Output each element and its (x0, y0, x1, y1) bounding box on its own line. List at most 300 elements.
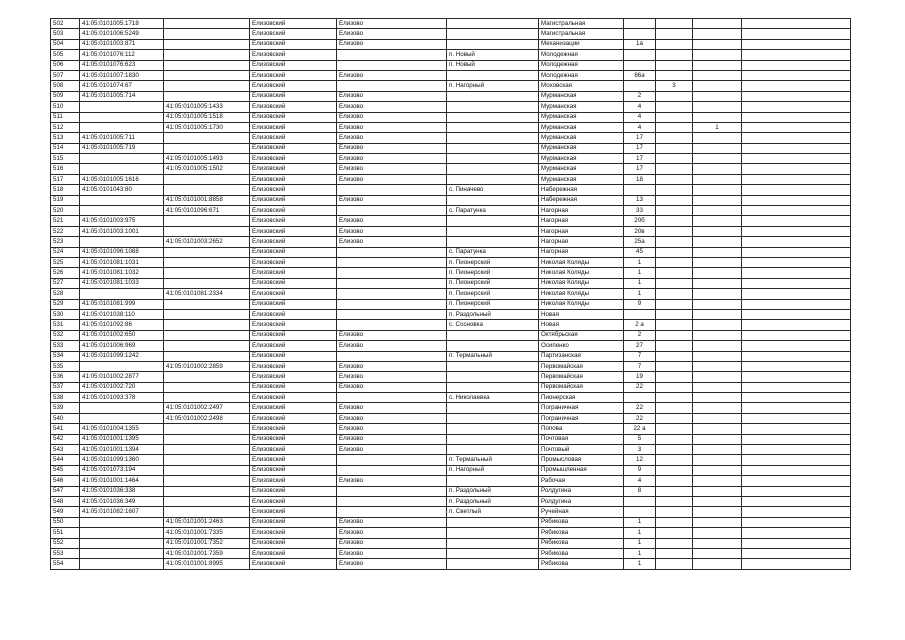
district-cell: Елизовский (250, 372, 337, 382)
street-cell: Николая Коляды (539, 299, 624, 309)
table-row (51, 50, 851, 60)
extra-1-cell (656, 122, 693, 132)
settlement-cell: п. Раздольный (447, 486, 539, 496)
extra-2-cell (693, 309, 742, 319)
extra-1-cell (656, 476, 693, 486)
district-cell: Елизовский (250, 133, 337, 143)
settlement-cell: п. Пионерский (447, 268, 539, 278)
extra-1-cell (656, 455, 693, 465)
house-number-cell: 17 (624, 133, 656, 143)
cadastral-number-alt-cell (164, 309, 250, 319)
district-cell: Елизовский (250, 185, 337, 195)
cadastral-number-cell (80, 361, 164, 371)
cadastral-number-cell: 41:05:0101082:1607 (80, 507, 164, 517)
house-number-cell (624, 19, 656, 29)
city-cell (337, 289, 447, 299)
cadastral-number-cell: 41:05:0101005:714 (80, 91, 164, 101)
cadastral-number-alt-cell (164, 39, 250, 49)
city-cell: Елизово (337, 133, 447, 143)
city-cell: Елизово (337, 517, 447, 527)
extra-2-cell (693, 341, 742, 351)
street-cell: Механизации (539, 39, 624, 49)
row-number-cell: 526 (51, 268, 80, 278)
house-number-cell: 9 (624, 465, 656, 475)
cadastral-number-alt-cell (164, 50, 250, 60)
district-cell: Елизовский (250, 39, 337, 49)
blank-cell (742, 174, 851, 184)
extra-1-cell (656, 19, 693, 29)
district-cell: Елизовский (250, 299, 337, 309)
cadastral-number-alt-cell (164, 185, 250, 195)
district-cell: Елизовский (250, 330, 337, 340)
district-cell: Елизовский (250, 154, 337, 164)
house-number-cell (624, 507, 656, 517)
cadastral-number-alt-cell: 41:05:0101005:1518 (164, 112, 250, 122)
extra-1-cell (656, 247, 693, 257)
extra-2-cell (693, 268, 742, 278)
cadastral-number-alt-cell (164, 393, 250, 403)
district-cell: Елизовский (250, 91, 337, 101)
settlement-cell: с. Паратунка (447, 247, 539, 257)
cadastral-number-cell: 41:05:0101038:110 (80, 309, 164, 319)
extra-2-cell (693, 382, 742, 392)
settlement-cell (447, 372, 539, 382)
settlement-cell (447, 91, 539, 101)
district-cell: Елизовский (250, 496, 337, 506)
cadastral-number-alt-cell (164, 257, 250, 267)
cadastral-number-alt-cell: 41:05:0101003:2652 (164, 237, 250, 247)
blank-cell (742, 154, 851, 164)
district-cell: Елизовский (250, 50, 337, 60)
cadastral-number-cell: 41:05:0101005:711 (80, 133, 164, 143)
street-cell: Мурманская (539, 91, 624, 101)
blank-cell (742, 29, 851, 39)
street-cell: Набережная (539, 185, 624, 195)
cadastral-number-cell: 41:05:0101001:1395 (80, 434, 164, 444)
blank-cell (742, 330, 851, 340)
settlement-cell (447, 39, 539, 49)
settlement-cell: п. Пионерский (447, 278, 539, 288)
city-cell: Елизово (337, 476, 447, 486)
extra-1-cell (656, 102, 693, 112)
blank-cell (742, 143, 851, 153)
cadastral-number-cell (80, 122, 164, 132)
table-row (51, 320, 851, 330)
settlement-cell (447, 382, 539, 392)
row-number-cell: 515 (51, 154, 80, 164)
blank-cell (742, 81, 851, 91)
row-number-cell: 513 (51, 133, 80, 143)
cadastral-number-cell: 41:05:0101099:1360 (80, 455, 164, 465)
district-cell: Елизовский (250, 122, 337, 132)
settlement-cell (447, 143, 539, 153)
cadastral-number-alt-cell (164, 247, 250, 257)
cadastral-number-alt-cell (164, 91, 250, 101)
extra-1-cell (656, 226, 693, 236)
blank-cell (742, 289, 851, 299)
property-table (50, 18, 851, 570)
blank-cell (742, 496, 851, 506)
extra-1-cell (656, 424, 693, 434)
settlement-cell (447, 330, 539, 340)
extra-2-cell (693, 50, 742, 60)
house-number-cell: 22 (624, 382, 656, 392)
extra-2-cell (693, 60, 742, 70)
cadastral-number-cell (80, 237, 164, 247)
district-cell: Елизовский (250, 320, 337, 330)
extra-1-cell (656, 39, 693, 49)
cadastral-number-alt-cell: 41:05:0101001:8858 (164, 195, 250, 205)
cadastral-number-alt-cell (164, 143, 250, 153)
settlement-cell (447, 538, 539, 548)
street-cell: Николая Коляды (539, 289, 624, 299)
blank-cell (742, 278, 851, 288)
extra-1-cell (656, 496, 693, 506)
table-row (51, 237, 851, 247)
city-cell: Елизово (337, 122, 447, 132)
blank-cell (742, 268, 851, 278)
district-cell: Елизовский (250, 445, 337, 455)
table-row (51, 496, 851, 506)
table-row (51, 206, 851, 216)
district-cell: Елизовский (250, 413, 337, 423)
city-cell: Елизово (337, 361, 447, 371)
city-cell: Елизово (337, 413, 447, 423)
district-cell: Елизовский (250, 424, 337, 434)
city-cell: Елизово (337, 382, 447, 392)
cadastral-number-cell: 41:05:0101003:871 (80, 39, 164, 49)
street-cell: Партизанская (539, 351, 624, 361)
extra-2-cell (693, 496, 742, 506)
extra-1-cell (656, 465, 693, 475)
city-cell (337, 257, 447, 267)
table-row (51, 309, 851, 319)
blank-cell (742, 393, 851, 403)
extra-1-cell (656, 351, 693, 361)
house-number-cell: 1 (624, 528, 656, 538)
settlement-cell (447, 19, 539, 29)
extra-1-cell (656, 309, 693, 319)
city-cell (337, 60, 447, 70)
extra-2-cell (693, 424, 742, 434)
street-cell: Рябикова (539, 548, 624, 558)
row-number-cell: 535 (51, 361, 80, 371)
district-cell: Елизовский (250, 559, 337, 569)
district-cell: Елизовский (250, 206, 337, 216)
cadastral-number-cell: 41:05:0101002:720 (80, 382, 164, 392)
street-cell: Первомайская (539, 372, 624, 382)
street-cell: Пограничная (539, 413, 624, 423)
table-row (51, 29, 851, 39)
cadastral-number-cell: 41:05:0101001:1394 (80, 445, 164, 455)
settlement-cell: п. Нагорный (447, 465, 539, 475)
city-cell: Елизово (337, 19, 447, 29)
blank-cell (742, 39, 851, 49)
extra-2-cell (693, 112, 742, 122)
extra-2-cell (693, 102, 742, 112)
street-cell: Мурманская (539, 133, 624, 143)
row-number-cell: 531 (51, 320, 80, 330)
extra-2-cell (693, 393, 742, 403)
street-cell: Молодежная (539, 60, 624, 70)
extra-1-cell (656, 289, 693, 299)
district-cell: Елизовский (250, 29, 337, 39)
table-row (51, 299, 851, 309)
cadastral-number-cell: 41:05:0101081:1033 (80, 278, 164, 288)
extra-2-cell: 1 (693, 122, 742, 132)
house-number-cell: 17 (624, 143, 656, 153)
district-cell: Елизовский (250, 289, 337, 299)
row-number-cell: 504 (51, 39, 80, 49)
row-number-cell: 536 (51, 372, 80, 382)
street-cell: Нагорная (539, 226, 624, 236)
extra-1-cell (656, 91, 693, 101)
district-cell: Елизовский (250, 548, 337, 558)
table-row (51, 185, 851, 195)
blank-cell (742, 185, 851, 195)
blank-cell (742, 455, 851, 465)
house-number-cell: 2 (624, 91, 656, 101)
city-cell: Елизово (337, 112, 447, 122)
settlement-cell (447, 476, 539, 486)
blank-cell (742, 403, 851, 413)
extra-1-cell (656, 507, 693, 517)
extra-2-cell (693, 330, 742, 340)
cadastral-number-cell: 41:05:0101043:80 (80, 185, 164, 195)
row-number-cell: 541 (51, 424, 80, 434)
cadastral-number-cell: 41:05:0101003:1001 (80, 226, 164, 236)
city-cell: Елизово (337, 559, 447, 569)
table-row (51, 351, 851, 361)
settlement-cell: п. Пионерский (447, 299, 539, 309)
blank-cell (742, 206, 851, 216)
extra-1-cell (656, 257, 693, 267)
extra-1-cell (656, 382, 693, 392)
settlement-cell: п. Новый (447, 50, 539, 60)
row-number-cell: 512 (51, 122, 80, 132)
house-number-cell: 4 (624, 112, 656, 122)
settlement-cell (447, 154, 539, 164)
house-number-cell: 8 (624, 486, 656, 496)
table-row (51, 268, 851, 278)
cadastral-number-alt-cell: 41:05:0101002:2859 (164, 361, 250, 371)
house-number-cell: 2 а (624, 320, 656, 330)
street-cell: Мурманская (539, 143, 624, 153)
cadastral-number-cell: 41:05:0101081:1031 (80, 257, 164, 267)
cadastral-number-cell: 41:05:0101073:194 (80, 465, 164, 475)
blank-cell (742, 247, 851, 257)
settlement-cell (447, 403, 539, 413)
blank-cell (742, 361, 851, 371)
street-cell: Рябикова (539, 538, 624, 548)
row-number-cell: 545 (51, 465, 80, 475)
row-number-cell: 503 (51, 29, 80, 39)
street-cell: Нагорная (539, 237, 624, 247)
extra-2-cell (693, 91, 742, 101)
extra-2-cell (693, 133, 742, 143)
blank-cell (742, 195, 851, 205)
district-cell: Елизовский (250, 517, 337, 527)
house-number-cell: 20в (624, 226, 656, 236)
extra-2-cell (693, 247, 742, 257)
table-row (51, 538, 851, 548)
house-number-cell: 1 (624, 257, 656, 267)
street-cell: Рябикова (539, 559, 624, 569)
extra-2-cell (693, 538, 742, 548)
street-cell: Пограничная (539, 403, 624, 413)
extra-2-cell (693, 445, 742, 455)
street-cell: Мурманская (539, 154, 624, 164)
blank-cell (742, 237, 851, 247)
city-cell: Елизово (337, 226, 447, 236)
cadastral-number-alt-cell (164, 330, 250, 340)
house-number-cell: 22 (624, 403, 656, 413)
settlement-cell (447, 122, 539, 132)
settlement-cell: с. Николаевка (447, 393, 539, 403)
table-row (51, 91, 851, 101)
cadastral-number-alt-cell: 41:05:0101005:1433 (164, 102, 250, 112)
district-cell: Елизовский (250, 528, 337, 538)
row-number-cell: 533 (51, 341, 80, 351)
table-row (51, 486, 851, 496)
extra-2-cell (693, 528, 742, 538)
extra-2-cell (693, 164, 742, 174)
extra-1-cell (656, 195, 693, 205)
blank-cell (742, 341, 851, 351)
cadastral-number-alt-cell (164, 60, 250, 70)
table-row (51, 445, 851, 455)
district-cell: Елизовский (250, 70, 337, 80)
settlement-cell: п. Раздольный (447, 309, 539, 319)
blank-cell (742, 70, 851, 80)
extra-2-cell (693, 465, 742, 475)
extra-1-cell (656, 341, 693, 351)
street-cell: Николая Коляды (539, 257, 624, 267)
extra-2-cell (693, 548, 742, 558)
extra-1-cell (656, 154, 693, 164)
city-cell: Елизово (337, 548, 447, 558)
cadastral-number-alt-cell: 41:05:0101081:2334 (164, 289, 250, 299)
cadastral-number-cell (80, 403, 164, 413)
row-number-cell: 544 (51, 455, 80, 465)
street-cell: Молодежная (539, 70, 624, 80)
street-cell: Попова (539, 424, 624, 434)
city-cell: Елизово (337, 372, 447, 382)
street-cell: Почтовая (539, 434, 624, 444)
city-cell: Елизово (337, 434, 447, 444)
cadastral-number-cell: 41:05:0101096:1088 (80, 247, 164, 257)
cadastral-number-alt-cell (164, 320, 250, 330)
extra-1-cell (656, 143, 693, 153)
district-cell: Елизовский (250, 507, 337, 517)
city-cell: Елизово (337, 70, 447, 80)
extra-2-cell (693, 195, 742, 205)
extra-1-cell (656, 361, 693, 371)
settlement-cell: с. Пиначево (447, 185, 539, 195)
city-cell: Елизово (337, 154, 447, 164)
cadastral-number-alt-cell: 41:05:0101001:7359 (164, 548, 250, 558)
table-row (51, 372, 851, 382)
cadastral-number-cell: 41:05:0101099:1242 (80, 351, 164, 361)
cadastral-number-cell: 41:05:0101007:1830 (80, 70, 164, 80)
blank-cell (742, 50, 851, 60)
house-number-cell: 4 (624, 476, 656, 486)
cadastral-number-cell: 41:05:0101003:975 (80, 216, 164, 226)
cadastral-number-cell: 41:05:0101036:338 (80, 486, 164, 496)
extra-1-cell (656, 330, 693, 340)
settlement-cell (447, 361, 539, 371)
row-number-cell: 518 (51, 185, 80, 195)
extra-1-cell (656, 445, 693, 455)
blank-cell (742, 382, 851, 392)
city-cell: Елизово (337, 102, 447, 112)
table-row (51, 548, 851, 558)
cadastral-number-cell: 41:05:0101006:5249 (80, 29, 164, 39)
cadastral-number-alt-cell: 41:05:0101002:2498 (164, 413, 250, 423)
street-cell: Магистральная (539, 19, 624, 29)
street-cell: Новая (539, 320, 624, 330)
house-number-cell: 12 (624, 455, 656, 465)
extra-2-cell (693, 403, 742, 413)
extra-1-cell (656, 133, 693, 143)
row-number-cell: 548 (51, 496, 80, 506)
row-number-cell: 532 (51, 330, 80, 340)
district-cell: Елизовский (250, 102, 337, 112)
row-number-cell: 547 (51, 486, 80, 496)
table-row (51, 517, 851, 527)
cadastral-number-cell: 41:05:0101002:2877 (80, 372, 164, 382)
cadastral-number-cell: 41:05:0101005:1718 (80, 19, 164, 29)
extra-1-cell: 3 (656, 81, 693, 91)
city-cell (337, 278, 447, 288)
street-cell: Промышленная (539, 465, 624, 475)
cadastral-number-alt-cell: 41:05:0101096:671 (164, 206, 250, 216)
settlement-cell: п. Новый (447, 60, 539, 70)
city-cell: Елизово (337, 237, 447, 247)
extra-1-cell (656, 216, 693, 226)
extra-1-cell (656, 185, 693, 195)
extra-2-cell (693, 174, 742, 184)
table-row (51, 133, 851, 143)
cadastral-number-alt-cell (164, 216, 250, 226)
city-cell (337, 247, 447, 257)
extra-2-cell (693, 39, 742, 49)
blank-cell (742, 445, 851, 455)
extra-1-cell (656, 372, 693, 382)
row-number-cell: 539 (51, 403, 80, 413)
city-cell (337, 465, 447, 475)
settlement-cell: п. Термальный (447, 351, 539, 361)
street-cell: Рабочая (539, 476, 624, 486)
row-number-cell: 551 (51, 528, 80, 538)
city-cell: Елизово (337, 164, 447, 174)
cadastral-number-cell (80, 195, 164, 205)
district-cell: Елизовский (250, 361, 337, 371)
extra-2-cell (693, 154, 742, 164)
extra-2-cell (693, 434, 742, 444)
cadastral-number-alt-cell (164, 174, 250, 184)
house-number-cell (624, 50, 656, 60)
table-row (51, 60, 851, 70)
table-body (51, 19, 851, 570)
house-number-cell: 27 (624, 341, 656, 351)
cadastral-number-alt-cell (164, 226, 250, 236)
settlement-cell (447, 174, 539, 184)
row-number-cell: 528 (51, 289, 80, 299)
city-cell (337, 309, 447, 319)
cadastral-number-alt-cell: 41:05:0101005:1502 (164, 164, 250, 174)
row-number-cell: 525 (51, 257, 80, 267)
